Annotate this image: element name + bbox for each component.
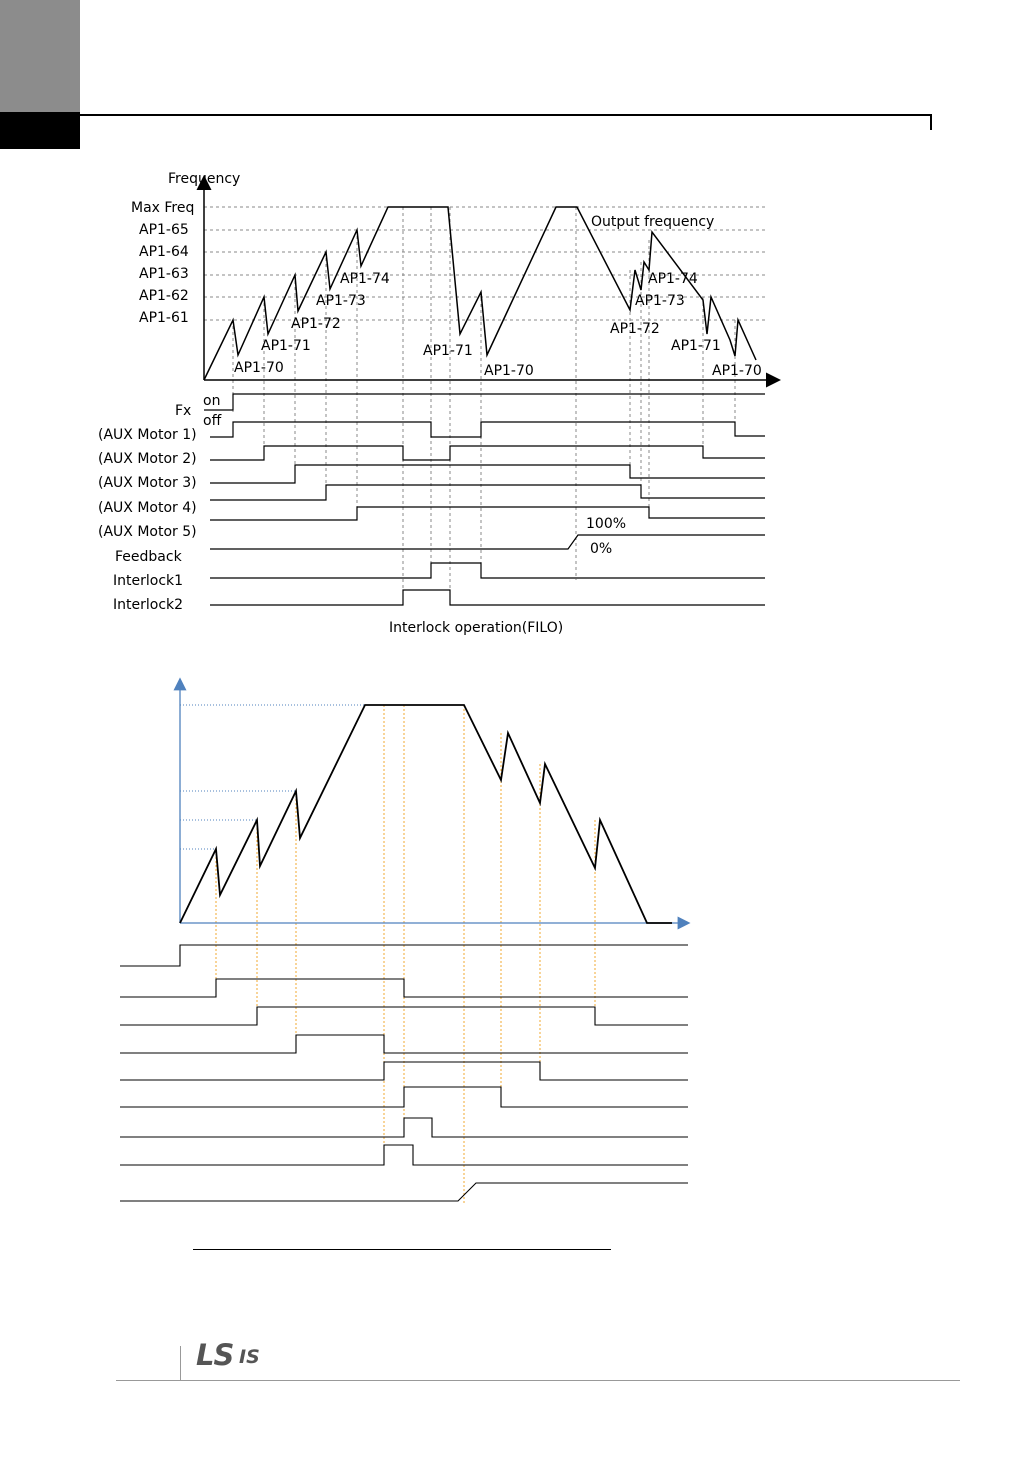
figure2-chart (120, 680, 688, 1205)
level-ap1-63: AP1-63 (139, 266, 189, 282)
fx-on-label: on (203, 393, 221, 409)
y-axis-label: Frequency (168, 171, 241, 187)
ramp-label: AP1-72 (610, 321, 660, 337)
figure2-frequency-curve (180, 705, 672, 923)
ramp-label: AP1-71 (423, 343, 473, 359)
level-ap1-62: AP1-62 (139, 288, 189, 304)
figure1-chart (98, 171, 778, 636)
figure1-signal-lines (204, 394, 765, 605)
curve-label: Output frequency (591, 214, 715, 230)
ramp-label: AP1-70 (712, 363, 762, 379)
logo-ls-text: LS (196, 1338, 234, 1372)
level-ap1-61: AP1-61 (139, 310, 189, 326)
ramp-label: AP1-71 (261, 338, 311, 354)
ramp-label: AP1-74 (340, 271, 390, 287)
figure1-transition-guides (233, 207, 735, 605)
signal-label-aux-motor-4: (AUX Motor 4) (98, 500, 197, 516)
ramp-label: AP1-74 (648, 271, 698, 287)
level-ap1-64: AP1-64 (139, 244, 189, 260)
fx-off-label: off (203, 413, 222, 429)
signal-label-aux-motor-5: (AUX Motor 5) (98, 524, 197, 540)
signal-label-aux-motor-2: (AUX Motor 2) (98, 451, 197, 467)
level-max-freq: Max Freq (131, 200, 195, 216)
footer-rule (116, 1380, 960, 1381)
level-ap1-65: AP1-65 (139, 222, 189, 238)
ramp-label: AP1-70 (234, 360, 284, 376)
feedback-high-label: 100% (586, 516, 627, 532)
figure2-level-guides (180, 705, 365, 849)
figure2-transition-guides (216, 705, 595, 1205)
signal-label-aux-motor-1: (AUX Motor 1) (98, 427, 197, 443)
signal-label-interlock2: Interlock2 (113, 597, 184, 613)
feedback-low-label: 0% (590, 541, 613, 557)
figure1-caption: Interlock operation(FILO) (389, 620, 564, 636)
ramp-label: AP1-70 (484, 363, 534, 379)
signal-label-aux-motor-3: (AUX Motor 3) (98, 475, 197, 491)
ramp-label: AP1-71 (671, 338, 721, 354)
signal-label-fx: Fx (175, 403, 192, 419)
caption-underline (193, 1249, 611, 1250)
ramp-label: AP1-72 (291, 316, 341, 332)
logo-is-text: IS (239, 1346, 260, 1368)
signal-label-interlock1: Interlock1 (113, 573, 184, 589)
footer-divider (180, 1346, 181, 1380)
ls-is-logo (196, 1338, 286, 1378)
ramp-label: AP1-73 (316, 293, 366, 309)
signal-label-feedback: Feedback (115, 549, 182, 565)
ramp-label: AP1-73 (635, 293, 685, 309)
